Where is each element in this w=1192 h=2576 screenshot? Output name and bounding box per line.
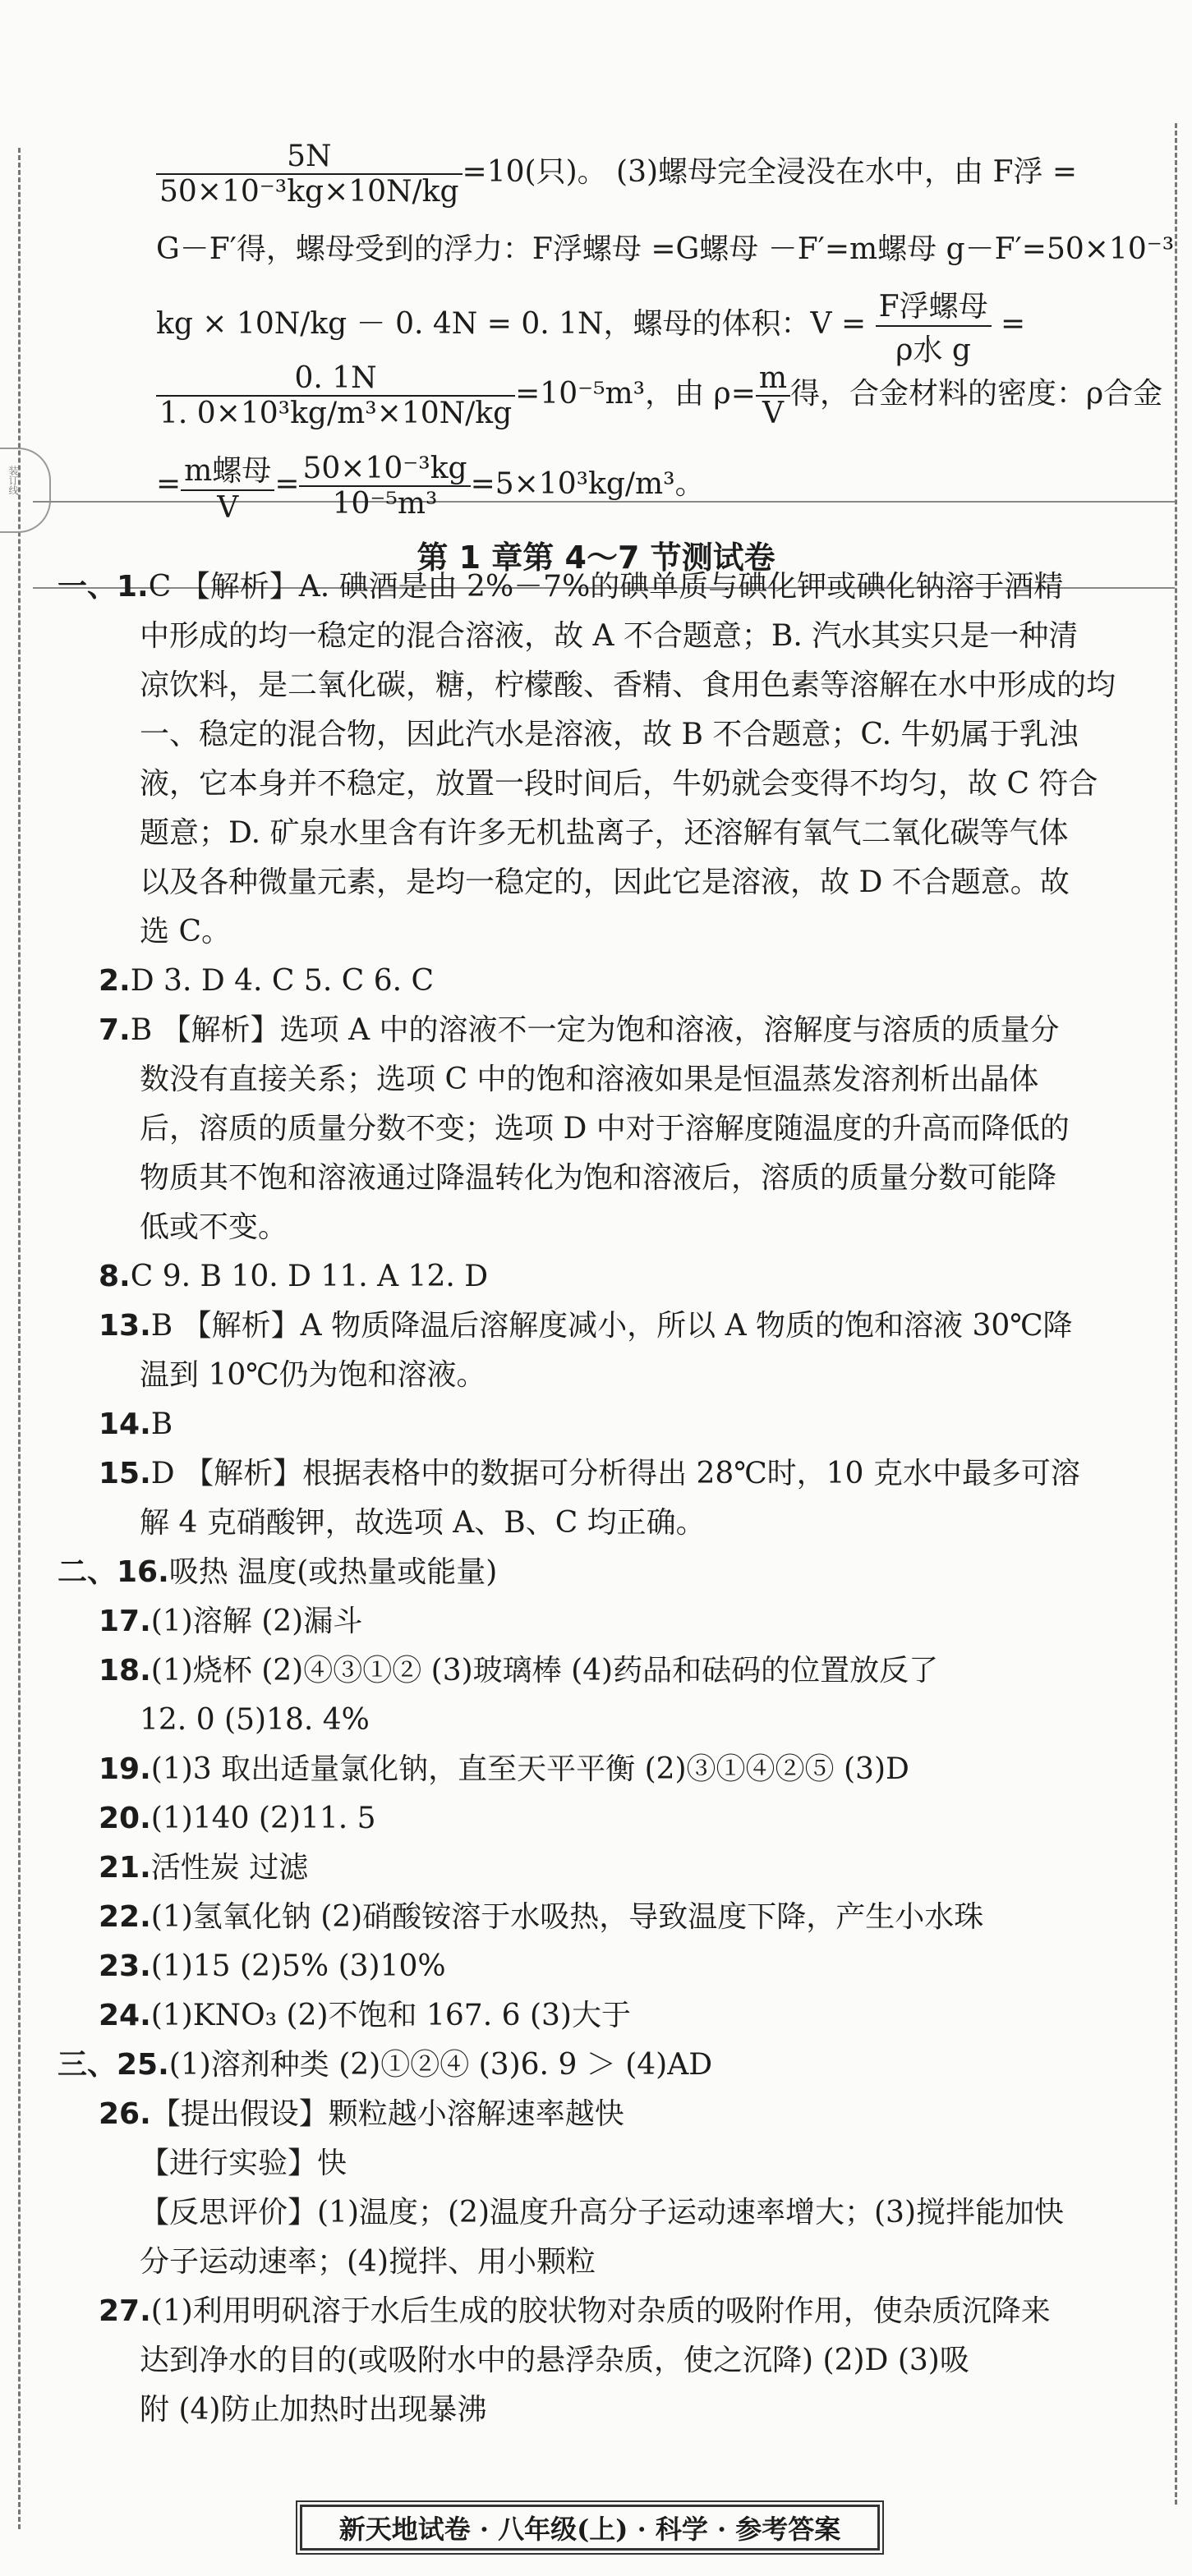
answer-line [140, 1696, 1192, 1745]
fraction-denominator: V [762, 397, 784, 430]
answer-line [99, 2090, 1175, 2139]
answer-line [140, 2385, 1192, 2435]
answer-line [58, 1548, 1134, 1597]
answer-text: C 【解析】A. 碘酒是由 2%－7%的碘单质与碘化钾或碘化钠溶于酒精 [148, 570, 1064, 604]
answer-text: 12. 0 (5)18. 4% [140, 1703, 370, 1737]
formula-line-1 [156, 140, 1077, 209]
answer-text: 【提出假设】颗粒越小溶解速率越快 [150, 2097, 624, 2131]
answer-text: 【进行实验】快 [140, 2147, 347, 2180]
answer-line [99, 1844, 1175, 1893]
answer-text: 物质其不饱和溶液通过降温转化为饱和溶液后，溶质的质量分数可能降 [140, 1161, 1057, 1195]
question-number: 7. [99, 1013, 131, 1047]
answer-line [99, 1893, 1175, 1942]
fraction [299, 452, 470, 521]
fraction-denominator: 1. 0×10³kg/m³×10N/kg [159, 397, 513, 430]
question-number: 27. [99, 2294, 151, 2328]
answer-text: 低或不变。 [140, 1210, 288, 1244]
answer-line [99, 1006, 1175, 1055]
fraction-denominator: 50×10⁻³kg×10N/kg [159, 175, 459, 209]
answer-text: 解 4 克硝酸钾，故选项 A、B、C 均正确。 [140, 1506, 706, 1540]
formula-line-2 [156, 226, 1174, 268]
answer-text: 分子运动速率；(4)搅拌、用小颗粒 [140, 2245, 596, 2279]
answer-text: (1)KNO₃ (2)不饱和 167. 6 (3)大于 [150, 1999, 631, 2032]
answer-text: 温到 10℃仍为饱和溶液。 [140, 1358, 486, 1392]
question-number: 13. [99, 1309, 151, 1343]
answer-line [99, 957, 1175, 1006]
answer-text: D 3. D 4. C 5. C 6. C [130, 964, 435, 998]
answer-line [99, 1302, 1175, 1351]
formula-text: =10⁻⁵m³，由 ρ= [515, 377, 756, 411]
answer-line [99, 1400, 1175, 1449]
answer-line [58, 2041, 1134, 2090]
answer-text: 吸热 温度(或热量或能量) [168, 1555, 498, 1589]
fraction-denominator: ρ水 g [895, 333, 971, 367]
question-number: 20. [99, 1802, 151, 1835]
answer-text: 中形成的均一稳定的混合溶液，故 A 不合题意；B. 汽水其实只是一种清 [140, 619, 1079, 653]
fraction-numerator: 50×10⁻³kg [299, 452, 470, 487]
answer-text: 【反思评价】(1)温度；(2)温度升高分子运动速率增大；(3)搅拌能加快 [140, 2196, 1064, 2229]
answer-line [140, 1351, 1192, 1400]
answer-text: (1)溶解 (2)漏斗 [150, 1605, 363, 1638]
footer-label: 新天地试卷 · 八年级(上) · 科学 · 参考答案 [300, 2505, 880, 2551]
answer-text: D 【解析】根据表格中的数据可分析得出 28℃时，10 克水中最多可溶 [150, 1457, 1080, 1490]
answer-text: B [150, 1407, 173, 1441]
answer-text: (1)15 (2)5% (3)10% [150, 1949, 446, 1983]
formula-text: = [274, 467, 300, 501]
answer-text: 达到净水的目的(或吸附水中的悬浮杂质，使之沉降) (2)D (3)吸 [140, 2344, 969, 2377]
fraction [756, 361, 790, 430]
answer-text: (1)利用明矾溶于水后生成的胶状物对杂质的吸附作用，使杂质沉降来 [150, 2294, 1051, 2328]
answer-line [140, 1154, 1192, 1203]
question-number: 14. [99, 1407, 151, 1441]
section-title: 第 1 章第 4～7 节测试卷 [417, 540, 775, 576]
answer-line [99, 1794, 1175, 1844]
question-number: 17. [99, 1605, 151, 1638]
answer-line [99, 1449, 1175, 1499]
question-number: 19. [99, 1752, 151, 1786]
formula-text: 得，合金材料的密度：ρ合金 [790, 377, 1163, 411]
answer-line [140, 760, 1192, 809]
formula-text: G－F′得，螺母受到的浮力：F浮螺母 =G螺母 －F′=m螺母 g－F′=50×10⁻³ [156, 232, 1175, 266]
answer-line [99, 1646, 1175, 1696]
formula-line-3 [156, 283, 1025, 369]
binding-seal [0, 448, 51, 533]
answer-text: 附 (4)防止加热时出现暴沸 [140, 2393, 487, 2427]
answer-text: 活性炭 过滤 [150, 1851, 309, 1885]
answer-text: C 9. B 10. D 11. A 12. D [130, 1260, 489, 1293]
fraction [181, 448, 274, 525]
answer-line [140, 1203, 1192, 1252]
answer-line [99, 1942, 1175, 1991]
answer-text: (1)溶剂种类 (2)①②④ (3)6. 9 ＞ (4)AD [168, 2048, 713, 2082]
answer-line [99, 1252, 1175, 1302]
question-number: 23. [99, 1949, 151, 1983]
question-number: 21. [99, 1851, 151, 1885]
question-number: 2. [99, 964, 131, 998]
formula-text: = [156, 467, 182, 501]
formula-text: = [1001, 307, 1026, 341]
answer-text: (1)烧杯 (2)④③①② (3)玻璃棒 (4)药品和砝码的位置放反了 [150, 1654, 939, 1687]
formula-line-4 [156, 361, 1162, 430]
answer-text: 题意；D. 矿泉水里含有许多无机盐离子，还溶解有氧气二氧化碳等气体 [140, 816, 1069, 850]
fraction-numerator: 5N [156, 140, 463, 175]
answer-line [140, 2336, 1192, 2385]
answer-line [140, 661, 1192, 710]
answer-text: B 【解析】选项 A 中的溶液不一定为饱和溶液，溶解度与溶质的质量分 [130, 1013, 1060, 1047]
answer-line [140, 2238, 1192, 2287]
question-number: 18. [99, 1654, 151, 1687]
fraction [156, 140, 463, 209]
fraction-denominator: V [217, 491, 239, 525]
answer-line [58, 562, 1134, 612]
question-number: 15. [99, 1457, 151, 1490]
fraction-numerator: m螺母 [181, 448, 274, 491]
formula-line-5 [156, 448, 705, 525]
question-number: 24. [99, 1999, 151, 2032]
formula-text: kg × 10N/kg － 0. 4N = 0. 1N，螺母的体积：V = [156, 307, 867, 341]
answer-text: 后，溶质的质量分数不变；选项 D 中对于溶解度随温度的升高而降低的 [140, 1112, 1070, 1146]
question-number: 三、25. [58, 2048, 169, 2082]
answer-line [140, 858, 1192, 907]
answer-line [140, 612, 1192, 661]
answer-text: 凉饮料，是二氧化碳，糖，柠檬酸、香精、食用色素等溶解在水中形成的均 [140, 668, 1116, 702]
fraction-denominator: 10⁻⁵m³ [332, 487, 438, 521]
answer-line [99, 1991, 1175, 2041]
answer-line [99, 2287, 1175, 2336]
answer-line [140, 809, 1192, 858]
fraction-numerator: F浮螺母 [876, 283, 992, 327]
question-number: 22. [99, 1900, 151, 1934]
answer-text: 数没有直接关系；选项 C 中的饱和溶液如果是恒温蒸发溶剂析出晶体 [140, 1063, 1039, 1096]
fraction [876, 283, 992, 369]
fraction-numerator: 0. 1N [156, 361, 515, 397]
fraction [156, 361, 515, 430]
answer-text: 选 C。 [140, 915, 231, 948]
answer-line [140, 1104, 1192, 1154]
answer-text: (1)氢氧化钠 (2)硝酸铵溶于水吸热，导致温度下降，产生小水珠 [150, 1900, 984, 1934]
answer-text: 一、稳定的混合物，因此汽水是溶液，故 B 不合题意；C. 牛奶属于乳浊 [140, 718, 1079, 751]
answer-line [140, 2139, 1192, 2188]
question-number: 一、1. [58, 570, 149, 604]
formula-text: =10(只)。 (3)螺母完全浸没在水中，由 F浮 = [462, 155, 1078, 189]
answer-line [140, 1055, 1192, 1104]
question-number: 26. [99, 2097, 151, 2131]
answer-line [140, 2188, 1192, 2238]
answer-text: (1)140 (2)11. 5 [150, 1802, 376, 1835]
answer-text: 液，它本身并不稳定，放置一段时间后，牛奶就会变得不均匀，故 C 符合 [140, 767, 1098, 801]
answer-line [99, 1745, 1175, 1794]
answer-line [140, 1499, 1192, 1548]
answer-line [99, 1597, 1175, 1646]
answer-text: (1)3 取出适量氯化钠，直至天平平衡 (2)③①④②⑤ (3)D [150, 1752, 909, 1786]
answer-text: 以及各种微量元素，是均一稳定的，因此它是溶液，故 D 不合题意。故 [140, 866, 1070, 899]
formula-text: =5×10³kg/m³。 [470, 467, 705, 501]
seal-text: 装订线 [7, 466, 19, 495]
answer-text: B 【解析】A 物质降温后溶解度减小，所以 A 物质的饱和溶液 30℃降 [150, 1309, 1073, 1343]
fraction-numerator: m [756, 361, 790, 397]
question-number: 8. [99, 1260, 131, 1293]
answer-line [140, 907, 1192, 957]
question-number: 二、16. [58, 1555, 169, 1589]
answer-line [140, 710, 1192, 760]
